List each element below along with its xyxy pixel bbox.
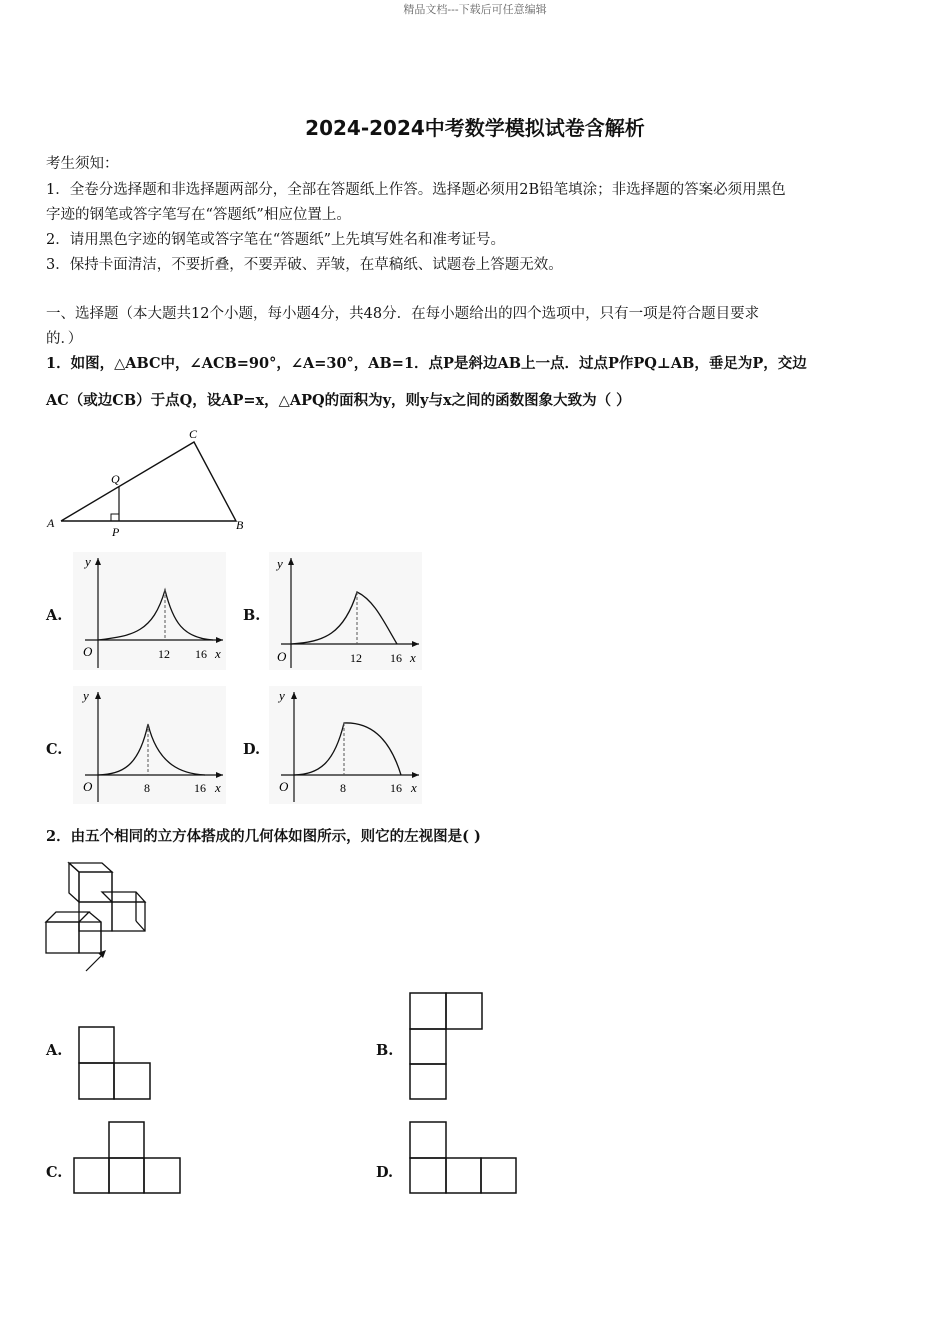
tick-end: 16: [390, 651, 402, 665]
y-axis-label: y: [279, 688, 285, 703]
tick-end: 16: [195, 647, 207, 661]
graph-option-c[interactable]: [73, 686, 226, 804]
y-axis-label: y: [83, 688, 89, 703]
question-1-text-cont: AC（或边CB）于点Q，设AP=x，△APQ的面积为y，则y与x之间的函数图象大致为（ ）: [46, 392, 631, 409]
origin-label: O: [279, 779, 289, 794]
notice-item-1: 1．全卷分选择题和非选择题两部分，全部在答题纸上作答。选择题必须用2B铅笔填涂；非选择题的答案必须用黑色: [46, 182, 786, 198]
tick-end: 16: [390, 781, 402, 795]
cubes-figure: [44, 858, 154, 978]
origin-label: O: [83, 644, 93, 659]
x-axis-label: x: [411, 780, 417, 795]
q2-option-d-label[interactable]: D.: [376, 1164, 394, 1181]
section-heading: 一、选择题（本大题共12个小题，每小题4分，共48分．在每小题给出的四个选项中，只有一项是符合题目要求: [46, 306, 760, 322]
label-p: P: [112, 525, 120, 539]
option-d-label[interactable]: D.: [243, 741, 261, 758]
origin-label: O: [83, 779, 93, 794]
notice-item-1-cont: 字迹的钢笔或答字笔写在“答题纸”相应位置上。: [46, 207, 351, 223]
q2-option-b-view[interactable]: [409, 992, 485, 1102]
page-header: 精品文档---下载后可任意编辑: [403, 3, 547, 16]
x-axis-label: x: [410, 650, 416, 665]
q2-option-a-view[interactable]: [78, 1026, 153, 1101]
notice-item-3: 3．保持卡面清洁，不要折叠，不要弄破、弄皱，在草稿纸、试题卷上答题无效。: [46, 257, 563, 273]
q2-option-b-label[interactable]: B.: [376, 1042, 394, 1059]
question-1-text: 1．如图，△ABC中，∠ACB=90°，∠A=30°，AB=1．点P是斜边AB上一点．过点P作PQ⊥AB，垂足为P，交边: [46, 355, 807, 372]
page-title: 2024-2024中考数学模拟试卷含解析: [305, 116, 645, 140]
question-2-text: 2．由五个相同的立方体搭成的几何体如图所示，则它的左视图是( ): [46, 828, 481, 845]
tick-end: 16: [194, 781, 206, 795]
tick-peak: 8: [340, 781, 346, 795]
option-a-label[interactable]: A.: [46, 607, 63, 624]
graph-option-d[interactable]: [269, 686, 422, 804]
option-c-label[interactable]: C.: [46, 741, 63, 758]
x-axis-label: x: [215, 780, 221, 795]
q2-option-c-label[interactable]: C.: [46, 1164, 63, 1181]
q2-option-d-view[interactable]: [409, 1121, 519, 1196]
tick-peak: 12: [158, 647, 170, 661]
graph-option-a[interactable]: [73, 552, 226, 670]
label-b: B: [236, 518, 244, 532]
label-c: C: [189, 427, 198, 441]
triangle-figure: [44, 425, 249, 540]
notice-item-2: 2．请用黑色字迹的钢笔或答字笔在“答题纸”上先填写姓名和准考证号。: [46, 232, 506, 248]
notice-heading: 考生须知：: [46, 156, 119, 172]
label-a: A: [47, 516, 55, 530]
x-axis-label: x: [215, 646, 221, 661]
q2-option-a-label[interactable]: A.: [46, 1042, 63, 1059]
option-b-label[interactable]: B.: [243, 607, 261, 624]
graph-option-b[interactable]: [269, 552, 422, 670]
tick-peak: 8: [144, 781, 150, 795]
y-axis-label: y: [85, 554, 91, 569]
label-q: Q: [111, 472, 120, 486]
y-axis-label: y: [277, 556, 283, 571]
section-heading-cont: 的．）: [46, 331, 83, 347]
origin-label: O: [277, 649, 287, 664]
tick-peak: 12: [350, 651, 362, 665]
q2-option-c-view[interactable]: [73, 1121, 183, 1196]
